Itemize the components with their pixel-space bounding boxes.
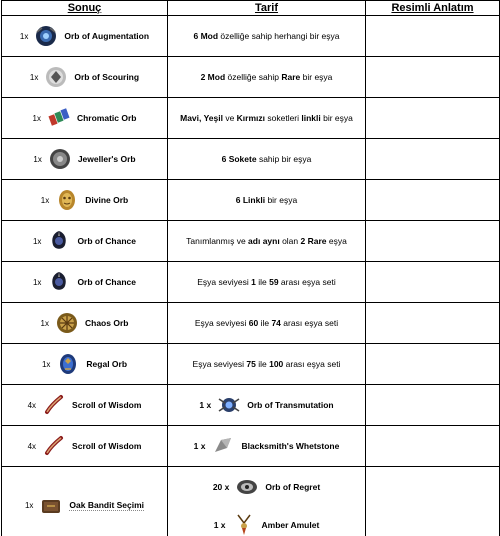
result-quantity: 1x (40, 195, 50, 205)
result-quantity: 4x (27, 400, 37, 410)
recipe-row (2, 303, 500, 344)
illustration-cell (366, 344, 500, 385)
result-item-name: Jeweller's Orb (77, 154, 136, 164)
ingredient (168, 475, 365, 499)
ingredient-list (168, 467, 365, 536)
result-cell (2, 180, 168, 221)
chance-orb-icon (47, 270, 71, 294)
result-quantity: 4x (27, 441, 37, 451)
result-item-name: Orb of Chance (77, 277, 136, 287)
jewellers-orb-icon (48, 147, 72, 171)
ingredient-name: Blacksmith's Whetstone (241, 441, 340, 451)
recipe-table (1, 0, 500, 536)
result-quantity: 1x (29, 72, 39, 82)
recipe-keyword: Rare (281, 71, 301, 82)
recipe-cell (168, 426, 366, 467)
ingredient (168, 434, 365, 458)
recipe-text: özelliğe sahip (225, 71, 282, 82)
illustration-cell (366, 303, 500, 344)
ingredient-name: Orb of Regret (265, 481, 321, 492)
illustration-cell (366, 262, 500, 303)
result-item (2, 106, 167, 130)
recipe-text: olan (279, 235, 301, 246)
recipe-row (2, 385, 500, 426)
recipe-cell (168, 57, 366, 98)
recipe-text: bir eşya (300, 71, 333, 82)
recipe-text: Tanımlanmış ve (186, 235, 249, 246)
result-item (2, 311, 167, 335)
recipe-keyword: 6 Mod (193, 30, 219, 41)
regret-orb-icon (235, 475, 259, 499)
ingredient-quantity: 1 x (199, 400, 212, 410)
result-cell (2, 426, 168, 467)
recipe-row (2, 139, 500, 180)
recipe-keyword: 2 Mod (200, 71, 226, 82)
illustration-cell (366, 221, 500, 262)
recipe-text: Eşya seviyesi (197, 276, 252, 287)
recipe-text: ile (258, 317, 272, 328)
ingredient-quantity: 1 x (193, 441, 206, 451)
recipe-text: eşya (326, 235, 347, 246)
recipe-cell (168, 303, 366, 344)
divine-orb-icon (55, 188, 79, 212)
result-item-name: Regal Orb (86, 359, 128, 369)
recipe-row (2, 57, 500, 98)
chance-orb-icon (47, 229, 71, 253)
result-item-name: Scroll of Wisdom (72, 400, 142, 410)
result-item (2, 352, 167, 376)
result-cell (2, 303, 168, 344)
recipe-cell (168, 98, 366, 139)
chromatic-orb-icon (47, 106, 71, 130)
recipe-text: özelliğe sahip herhangi bir eşya (218, 30, 340, 41)
recipe-cell (168, 221, 366, 262)
result-item-name: Chromatic Orb (76, 113, 137, 123)
recipe-keyword: 6 Sokete (221, 153, 257, 164)
recipe-text: ile (255, 276, 270, 287)
regal-orb-icon (56, 352, 80, 376)
result-cell (2, 262, 168, 303)
recipe-text: sahip bir eşya (256, 153, 312, 164)
recipe-text: bir eşya (265, 194, 298, 205)
recipe-text: ve (222, 112, 237, 123)
recipe-cell (168, 344, 366, 385)
result-item (2, 24, 167, 48)
recipe-cell (168, 467, 366, 536)
scouring-orb-icon (44, 65, 68, 89)
recipe-row (2, 221, 500, 262)
illustration-cell (366, 426, 500, 467)
result-quantity: 1x (40, 318, 49, 328)
result-item-name: Orb of Chance (77, 236, 136, 246)
recipe-keyword: 6 Linkli (235, 194, 266, 205)
recipe-cell (168, 16, 366, 57)
recipe-keyword: Kırmızı (236, 112, 266, 123)
whetstone-icon (211, 434, 235, 458)
ingredient-quantity: 1 x (213, 519, 226, 530)
result-cell (2, 98, 168, 139)
chaos-orb-icon (55, 311, 79, 335)
illustration-cell (366, 16, 500, 57)
result-item (2, 229, 167, 253)
result-item (2, 494, 167, 518)
result-quantity: 1x (24, 501, 34, 510)
result-item-name: Oak Bandit Seçimi (69, 500, 145, 510)
result-item-name: Divine Orb (85, 195, 129, 205)
recipe-row (2, 426, 500, 467)
recipe-keyword: 100 (269, 358, 284, 369)
wisdom-scroll-icon (42, 393, 66, 417)
result-item (2, 188, 167, 212)
result-quantity: 1x (33, 154, 42, 164)
recipe-keyword: 60 (248, 317, 259, 328)
result-cell (2, 139, 168, 180)
result-item-name: Orb of Scouring (74, 72, 140, 82)
recipe-row (2, 180, 500, 221)
illustration-cell (366, 467, 500, 536)
recipe-cell (168, 385, 366, 426)
ingredient (168, 393, 365, 417)
recipe-cell (168, 139, 366, 180)
recipe-keyword: Mavi, Yeşil (180, 112, 223, 123)
header-tarif: Tarif (168, 1, 366, 16)
result-quantity: 1x (32, 277, 42, 287)
illustration-cell (366, 385, 500, 426)
result-cell (2, 221, 168, 262)
recipe-keyword: adı aynı (248, 235, 280, 246)
result-cell (2, 16, 168, 57)
recipe-row (2, 98, 500, 139)
recipe-text: Eşya seviyesi (194, 317, 249, 328)
recipe-keyword: linkli (301, 112, 321, 123)
result-item (2, 65, 167, 89)
recipe-text: arası eşya seti (283, 358, 341, 369)
result-item (2, 393, 167, 417)
recipe-cell (168, 180, 366, 221)
result-item (2, 147, 167, 171)
ingredient-quantity: 20 x (212, 481, 230, 492)
result-cell (2, 57, 168, 98)
oak-bandit-book-icon (39, 494, 63, 518)
illustration-cell (366, 139, 500, 180)
ingredient (168, 513, 365, 536)
recipe-text: arası eşya seti (278, 276, 336, 287)
amber-amulet-icon (232, 513, 256, 536)
illustration-cell (366, 57, 500, 98)
illustration-cell (366, 98, 500, 139)
result-item-name: Chaos Orb (85, 318, 129, 328)
recipe-keyword: 2 Rare (300, 235, 327, 246)
augmentation-orb-icon (34, 24, 58, 48)
header-resimli-anlatim: Resimli Anlatım (366, 1, 500, 16)
recipe-text: bir eşya (320, 112, 353, 123)
recipe-table-body (2, 16, 500, 536)
recipe-row (2, 467, 500, 536)
wisdom-scroll-icon (42, 434, 66, 458)
recipe-keyword: 59 (269, 276, 279, 287)
result-cell (2, 344, 168, 385)
result-quantity: 1x (41, 359, 51, 369)
recipe-text: arası eşya seti (280, 317, 339, 328)
transmutation-orb-icon (217, 393, 241, 417)
recipe-keyword: 75 (246, 358, 256, 369)
result-quantity: 1x (19, 31, 29, 41)
recipe-row (2, 16, 500, 57)
illustration-cell (366, 180, 500, 221)
recipe-cell (168, 262, 366, 303)
result-item (2, 434, 167, 458)
recipe-text: Eşya seviyesi (192, 358, 247, 369)
recipe-row (2, 262, 500, 303)
result-cell (2, 385, 168, 426)
header-sonuc: Sonuç (2, 1, 168, 16)
result-item-name: Scroll of Wisdom (72, 441, 142, 451)
recipe-text: ile (255, 358, 270, 369)
recipe-text: soketleri (265, 112, 302, 123)
ingredient-name: Orb of Transmutation (247, 400, 334, 410)
recipe-row (2, 344, 500, 385)
recipe-keyword: 1 (251, 276, 256, 287)
result-item (2, 270, 167, 294)
result-quantity: 1x (32, 113, 41, 123)
ingredient-name: Amber Amulet (261, 519, 320, 530)
result-quantity: 1x (32, 236, 42, 246)
recipe-keyword: 74 (271, 317, 281, 328)
result-item-name: Orb of Augmentation (64, 31, 150, 41)
result-cell (2, 467, 168, 536)
